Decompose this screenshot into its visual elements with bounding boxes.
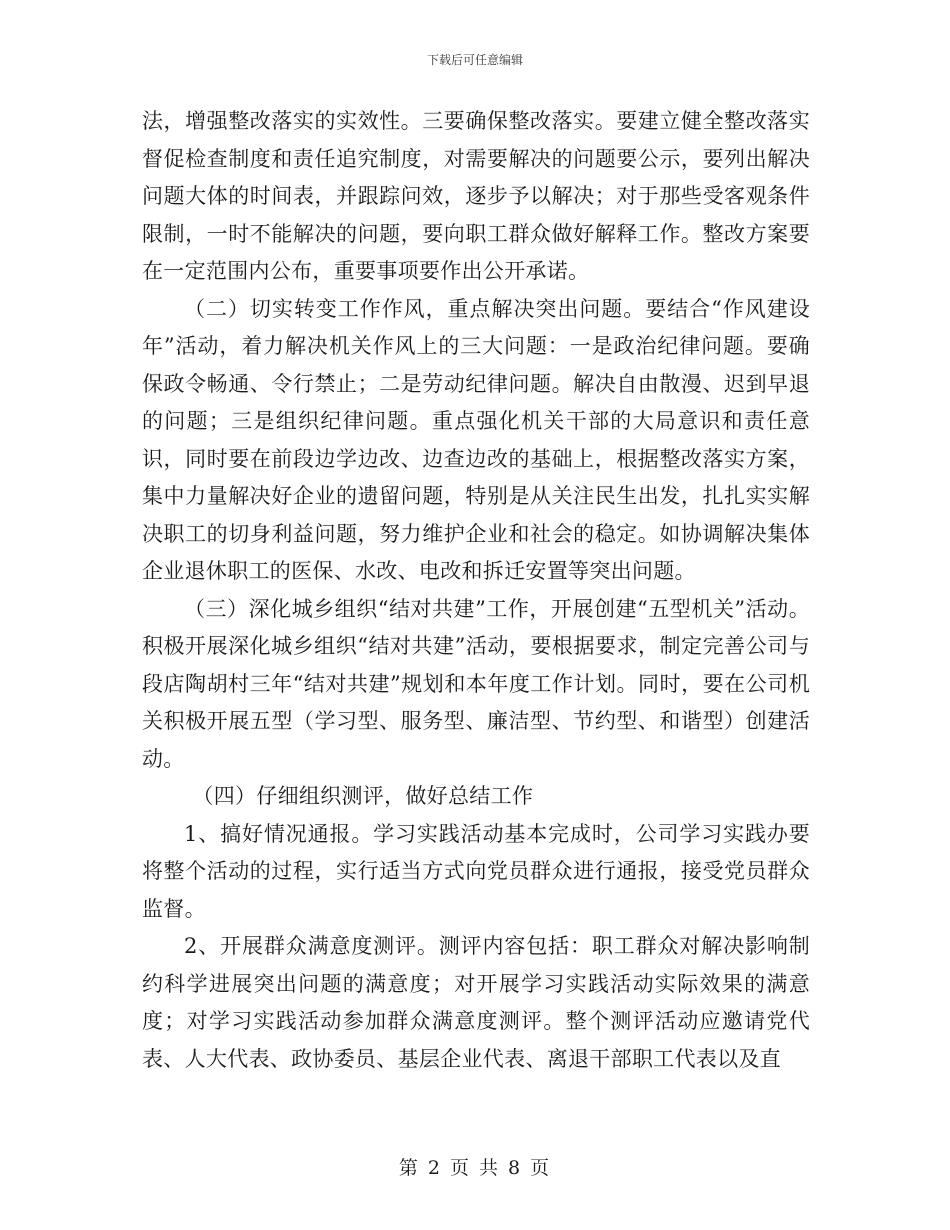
document-body bbox=[142, 103, 810, 1078]
page-footer: 第 2 页 共 8 页 bbox=[398, 1157, 552, 1179]
paragraph-section-2: （二）切实转变工作作风，重点解决突出问题。要结合“作风建设年”活动，着力解决机关作风上的三大问题：一是政治纪律问题。要确保政令畅通、令行禁止；二是劳动纪律问题。解决自由散漫、迟到早退的问题；三是组织纪律问题。重点强化机关干部的大局意识和责任意识，同时要在前段边学边改、边查边改的基础上，根据整改落实方案，集中力量解决好企业的遗留问题，特别是从关注民生出发，扎扎实实解决职工的切身利益问题，努力维护企业和社会的稳定。如协调解决集体企业退休职工的医保、水改、电改和拆迁安置等突出问题。 bbox=[142, 296, 810, 583]
paragraph-item-2: 2、开展群众满意度测评。测评内容包括：职工群众对解决影响制约科学进展突出问题的满意度；对开展学习实践活动实际效果的满意度；对学习实践活动参加群众满意度测评。整个测评活动应邀请党代表、人大代表、政协委员、基层企业代表、离退干部职工代表以及直 bbox=[142, 934, 810, 1071]
page-header: 下载后可任意编辑 bbox=[426, 53, 523, 67]
paragraph-section-4-heading: （四）仔细组织测评，做好总结工作 bbox=[192, 784, 534, 808]
paragraph-continuation: 法，增强整改落实的实效性。三要确保整改落实。要建立健全整改落实督促检查制度和责任追究制度，对需要解决的问题要公示，要列出解决问题大体的时间表，并跟踪问效，逐步予以解决；对于那些受客观条件限制，一时不能解决的问题，要向职工群众做好解释工作。整改方案要在一定范围内公布，重要事项要作出公开承诺。 bbox=[142, 109, 810, 283]
paragraph-item-1: 1、搞好情况通报。学习实践活动基本完成时，公司学习实践办要将整个活动的过程，实行适当方式向党员群众进行通报，接受党员群众监督。 bbox=[142, 821, 810, 921]
paragraph-section-3: （三）深化城乡组织“结对共建”工作，开展创建“五型机关”活动。积极开展深化城乡组织“结对共建”活动，要根据要求，制定完善公司与段店陶胡村三年“结对共建”规划和本年度工作计划。同时，要在公司机关积极开展五型（学习型、服务型、廉洁型、节约型、和谐型）创建活动。 bbox=[142, 596, 810, 771]
